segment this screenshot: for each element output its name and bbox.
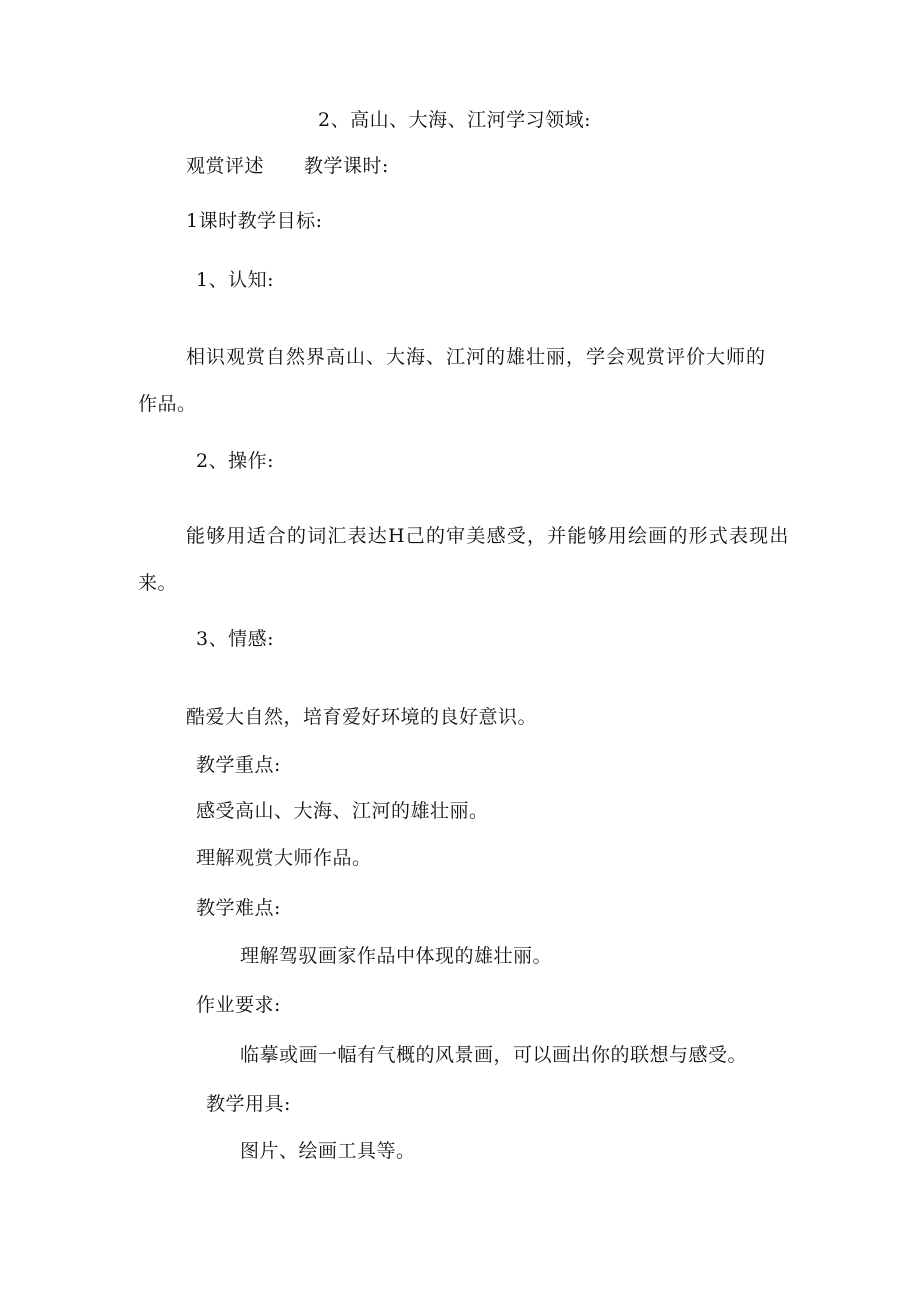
key-point-item: 感受高山、大海、江河的雄壮丽。: [196, 800, 489, 822]
tools-heading: 教学用具:: [206, 1093, 291, 1115]
cognition-heading: 1、认知:: [196, 269, 274, 291]
operation-text-line1: 能够用适合的词汇表达H己的审美感受，并能够用绘画的形式表现出: [186, 525, 790, 547]
homework-item: 临摹或画一幅有气概的风景画，可以画出你的联想与感受。: [240, 1044, 748, 1066]
key-points-heading: 教学重点:: [196, 754, 281, 776]
lesson-title: 2、高山、大海、江河学习领域:: [318, 109, 591, 131]
emotion-heading: 3、情感:: [196, 628, 274, 650]
homework-heading: 作业要求:: [196, 994, 281, 1016]
difficulties-heading: 教学难点:: [196, 897, 281, 919]
meta-line: [186, 154, 389, 178]
tools-item: 图片、绘画工具等。: [240, 1140, 416, 1162]
difficulty-item: 理解驾驭画家作品中体现的雄壮丽。: [240, 945, 553, 967]
hours-objective: 1课时教学目标:: [186, 210, 323, 232]
cognition-text-line1: 相识观赏自然界高山、大海、江河的雄壮丽，学会观赏评价大师的: [186, 346, 767, 368]
emotion-text: 酷爱大自然，培育爱好环境的良好意识。: [186, 706, 538, 728]
hours-label: 教学课时:: [304, 155, 389, 177]
operation-heading: 2、操作:: [196, 450, 274, 472]
operation-text-line2: 来。: [138, 572, 178, 594]
key-point-item: 理解观赏大师作品。: [196, 847, 372, 869]
cognition-text-line2: 作品。: [138, 393, 197, 415]
domain-label: 观赏评述: [186, 155, 265, 177]
